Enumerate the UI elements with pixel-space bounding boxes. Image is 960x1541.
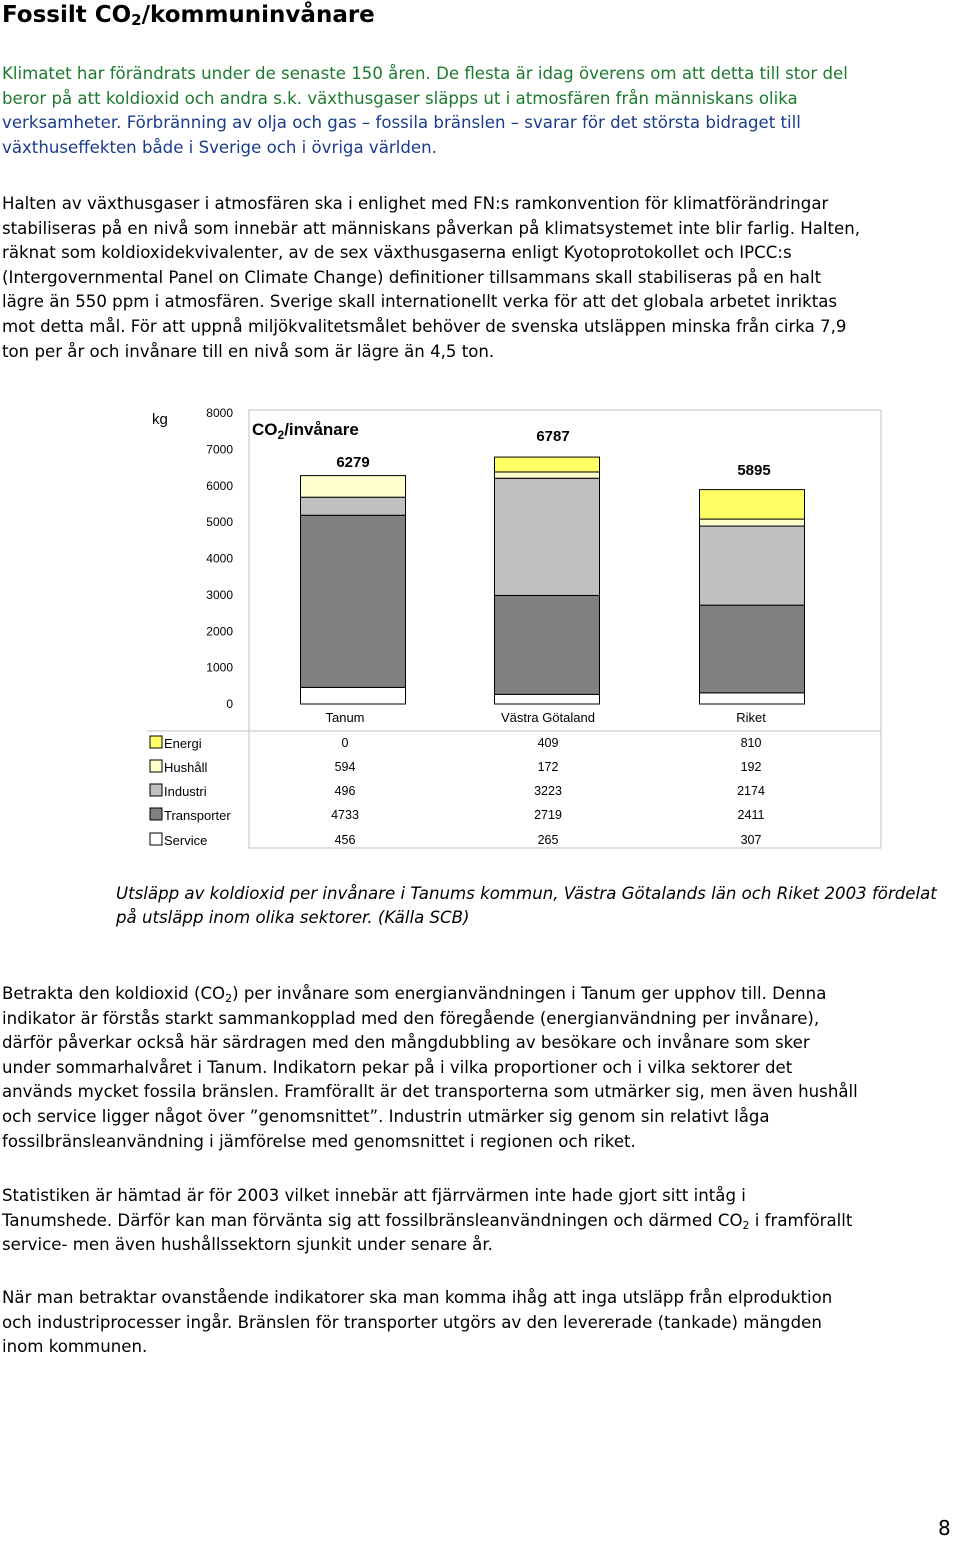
paragraph-statistics: Statistiken är hämtad är för 2003 vilket innebär att fjärrvärmen inte hade gjort sitt intåg i Tanumshede. Därför kan man förvänta sig att fossilbränsleanvändningen och därmed $CO_2$ i framförallt service- men även hushållssektorn sjunkit under senare år. [2, 1186, 853, 1255]
y-tick-label-0: 0 [226, 697, 233, 711]
y-tick-label-6: 6000 [206, 478, 233, 493]
paragraph-indicator: Betrakta den koldioxid $(CO_2)$ per invånare som energianvändningen i Tanum ger upphov till. Denna indikator är förstås starkt sammankopplad med den föregående (energianvändning per invånare), därför påverkar också här särdragen med den mångdubbling av besökare och invånare som sker under sommarhalvåret i Tanum. Indikatorn pekar på i vilka proportioner och i vilka sektorer det används mycket fossila bränslen. Framförallt är det transporterna som utmärker sig, men även hushåll och service ligger något över ”genomsnittet”. Industrin utmärker sig genom sin relativt låga fossilbränsleanvändning i jämförelse med genomsnittet i regionen och riket. [2, 984, 858, 1151]
paragraph-un-convention: Halten av växthusgaser i atmosfären ska i enlighet med FN:s ramkonvention för klimatförändringar stabiliseras på en nivå som innebär att människans påverkan på klimatsystemet inte blir farlig. Halten, räknat som koldioxidekvivalenter, av de sex växthusgaserna enligt Kyotoprotokollet och IPCC:s (Intergovernmental Panel on Climate Change) definitioner tillsammans skall stabiliseras på en halt lägre än 550 ppm i atmosfären. Sverige skall internationellt verka för att det globala arbetet inriktas mot detta mål. För att uppnå miljökvalitetsmålet behöver de svenska utsläppen minska från cirka 7,9 ton per år och invånare till en nivå som är lägre än 4,5 ton. [2, 194, 861, 361]
page-heading: Fossilt $CO_2$/kommuninvånare [2, 2, 375, 29]
legend-label-transporter: Transporter [164, 808, 231, 823]
legend-label-service: Service [164, 833, 208, 848]
legend-key-energi [150, 736, 162, 748]
legend-key-transporter [150, 808, 162, 820]
legend-key-service [150, 833, 162, 845]
legend-label-energi: Energi [164, 736, 202, 751]
paragraph-note: När man betraktar ovanstående indikatorer ska man komma ihåg att inga utsläpp från elproduktion och industriprocesser ingår. Bränslen för transporter utgörs av den levererade (tankade) mängden inom kommunen. [2, 1288, 833, 1357]
bars [301, 457, 805, 704]
chart-title: $CO_2$/invånare [252, 420, 359, 442]
y-tick-label-1: 1000 [206, 660, 233, 675]
table-value-hushåll-2: 192 [740, 760, 762, 774]
intro-paragraph: Klimatet har förändrats under de senaste 150 åren. De flesta är idag överens om att detta till stor del beror på att koldioxid och andra s.k. växthusgaser släpps ut i atmosfären från människans olika verksamheter. Förbränning av olja och gas – fossila bränslen – svarar för det största bidraget till växthuseffekten både i Sverige och i övriga världen. [2, 64, 848, 157]
chart-caption: Utsläpp av koldioxid per invånare i Tanums kommun, Västra Götalands län och Riket 2003 fördelat på utsläpp inom olika sektorer. (Källa SCB) [116, 884, 937, 927]
bar-segment-industri-2 [700, 526, 805, 605]
table-value-hushåll-1: 172 [537, 760, 559, 774]
unit-label: kg [152, 411, 168, 428]
table-value-transporter-2: 2411 [737, 808, 765, 822]
total-label-0: 6279 [336, 454, 370, 471]
y-tick-label-3: 3000 [206, 587, 233, 602]
bar-segment-transporter-0 [301, 515, 406, 687]
table-value-service-1: 265 [537, 833, 559, 847]
y-tick-label-5: 5000 [206, 515, 233, 530]
bar-segment-hushåll-0 [301, 476, 406, 498]
table-value-industri-2: 2174 [737, 784, 765, 798]
category-labels [325, 710, 766, 725]
bar-segment-transporter-2 [700, 605, 805, 693]
legend-key-industri [150, 784, 162, 796]
total-label-2: 5895 [737, 462, 771, 479]
bar-segment-service-0 [301, 687, 406, 704]
table-value-transporter-1: 2719 [534, 808, 562, 822]
bar-segment-industri-0 [301, 497, 406, 515]
table-value-hushåll-0: 594 [334, 760, 356, 774]
y-tick-label-8: 8000 [206, 406, 233, 420]
y-tick-label-7: 7000 [206, 442, 233, 457]
table-value-service-0: 456 [334, 833, 356, 847]
y-tick-label-4: 4000 [206, 551, 233, 566]
page-number: 8 [938, 1516, 951, 1540]
table-value-industri-1: 3223 [534, 784, 562, 798]
legend-key-hushåll [150, 760, 162, 772]
y-axis-ticks [206, 406, 233, 711]
bar-segment-service-1 [495, 694, 600, 704]
bar-segment-hushåll-1 [495, 472, 600, 478]
bar-segment-service-2 [700, 693, 805, 704]
category-label-0: Tanum [325, 710, 365, 725]
table-value-service-2: 307 [740, 833, 762, 847]
legend-label-industri: Industri [164, 784, 207, 799]
table-value-energi-1: 409 [537, 736, 559, 750]
bar-segment-energi-2 [700, 490, 805, 519]
table-value-energi-2: 810 [740, 736, 762, 750]
table-value-energi-0: 0 [341, 736, 349, 750]
bar-segment-transporter-1 [495, 595, 600, 694]
category-label-1: Västra Götaland [501, 710, 595, 725]
bar-segment-energi-1 [495, 457, 600, 472]
table-value-transporter-0: 4733 [331, 808, 359, 822]
bar-segment-hushåll-2 [700, 519, 805, 526]
y-tick-label-2: 2000 [206, 624, 233, 639]
total-label-1: 6787 [536, 428, 570, 445]
legend-label-hushåll: Hushåll [164, 760, 208, 775]
bar-segment-industri-1 [495, 478, 600, 595]
data-table [150, 736, 765, 848]
category-label-2: Riket [736, 710, 766, 725]
table-value-industri-0: 496 [334, 784, 356, 798]
